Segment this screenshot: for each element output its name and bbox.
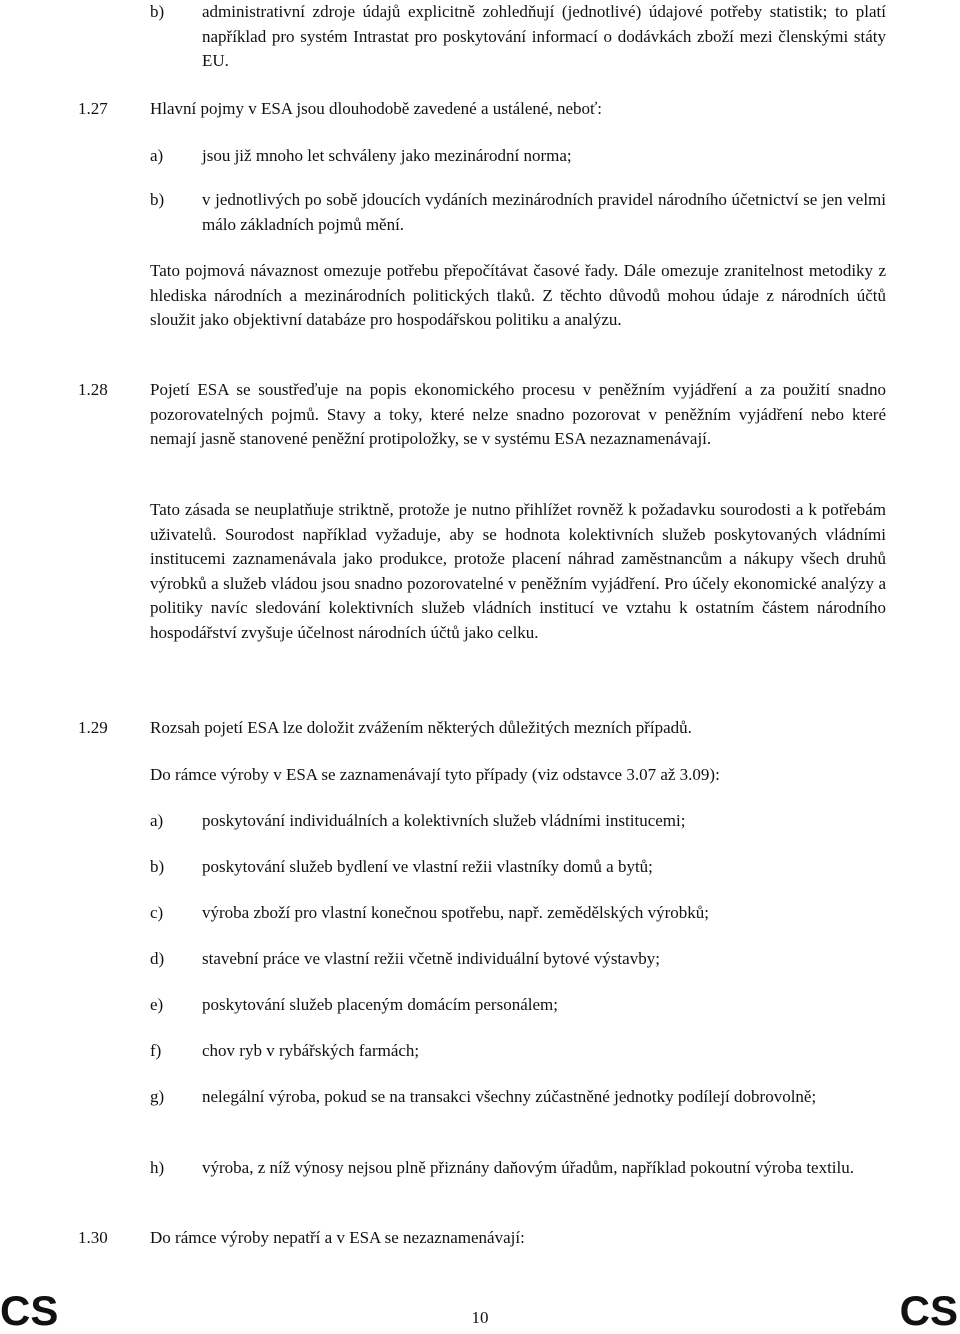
paragraph-1-28: Tato zásada se neuplatňuje striktně, protože je nutno přihlížet rovněž k požadavku sourodosti a k potřebám uživatelů. Sourodost například vyžaduje, aby se hodnota kolektivních služeb poskytovaných vládními institucemi zaznamenávala jako produkce, protože placení náhrad zaměstnancům a nákupy všech druhů výrobků a služeb vládou jsou snadno pozorovatelné v peněžním vyjádření. Pro účely ekonomické analýzy a politiky navíc sledování kolektivních služeb vládních institucí ve vztahu k ostatním částem národního hospodářství zvyšuje účelnost národních účtů jako celku. — [150, 500, 886, 642]
section-text: Hlavní pojmy v ESA jsou dlouhodobě zavedené a ustálené, neboť: — [150, 99, 603, 118]
list-item-text: výroba zboží pro vlastní konečnou spotřebu, např. zemědělských výrobků; — [202, 903, 710, 922]
list-item-text: poskytování individuálních a kolektivních služeb vládními institucemi; — [202, 811, 686, 830]
section-number: 1.27 — [78, 99, 108, 118]
section-text: Do rámce výroby nepatří a v ESA se nezaznamenávají: — [150, 1228, 525, 1247]
paragraph-1-29: Do rámce výroby v ESA se zaznamenávají tyto případy (viz odstavce 3.07 až 3.09): — [150, 765, 720, 784]
list-item-text: administrativní zdroje údajů explicitně zohledňují (jednotlivé) údajové potřeby statistik; to platí například pro systém Intrastat pro poskytování informací o dodávkách zboží mezi členskými státy EU. — [202, 2, 886, 70]
list-item-label: c) — [150, 903, 164, 922]
list-item-text: poskytování služeb bydlení ve vlastní režii vlastníky domů a bytů; — [202, 857, 653, 876]
page-number: 10 — [471, 1308, 489, 1327]
list-item-text: poskytování služeb placeným domácím personálem; — [202, 995, 558, 1014]
footer-language-code-left: CS — [0, 1287, 59, 1334]
list-item-text: v jednotlivých po sobě jdoucích vydáních mezinárodních pravidel národního účetnictví se jen velmi málo základních pojmů mění. — [202, 190, 886, 234]
list-item-label: b) — [150, 190, 165, 209]
list-item-text: výroba, z níž výnosy nejsou plně přiznány daňovým úřadům, například pokoutní výroba textilu. — [202, 1158, 855, 1177]
section-number: 1.28 — [78, 380, 108, 399]
list-item-label: d) — [150, 949, 165, 968]
list-item-label: h) — [150, 1158, 165, 1177]
list-item-label: f) — [150, 1041, 162, 1060]
list-item-label: e) — [150, 995, 164, 1014]
section-text: Pojetí ESA se soustřeďuje na popis ekonomického procesu v peněžním vyjádření a za použití snadno pozorovatelných pojmů. Stavy a toky, které nelze snadno pozorovat v peněžním vyjádření nebo které nemají jasně stanovené peněžní protipoložky, se v systému ESA nezaznamenávají. — [150, 380, 886, 448]
list-item-label: a) — [150, 146, 164, 165]
list-item-text: nelegální výroba, pokud se na transakci všechny zúčastněné jednotky podílejí dobrovolně; — [202, 1087, 817, 1106]
list-item-label: a) — [150, 811, 164, 830]
list-item-label: b) — [150, 857, 165, 876]
footer-language-code-right: CS — [899, 1287, 958, 1334]
paragraph-1-27: Tato pojmová návaznost omezuje potřebu přepočítávat časové řady. Dále omezuje zranitelnost metodiky z hlediska národních a mezinárodních politických tlaků. Z těchto důvodů mohou údaje z národních účtů sloužit jako objektivní databáze pro hospodářskou politiku a analýzu. — [150, 261, 886, 329]
list-item-text: chov ryb v rybářských farmách; — [202, 1041, 420, 1060]
section-text: Rozsah pojetí ESA lze doložit zvážením některých důležitých mezních případů. — [150, 718, 692, 737]
section-number: 1.30 — [78, 1228, 108, 1247]
list-item-label: g) — [150, 1087, 165, 1106]
list-item-text: stavební práce ve vlastní režii včetně individuální bytové výstavby; — [202, 949, 660, 968]
list-item-text: jsou již mnoho let schváleny jako mezinárodní norma; — [202, 146, 572, 165]
list-item-label: b) — [150, 2, 165, 21]
section-number: 1.29 — [78, 718, 108, 737]
